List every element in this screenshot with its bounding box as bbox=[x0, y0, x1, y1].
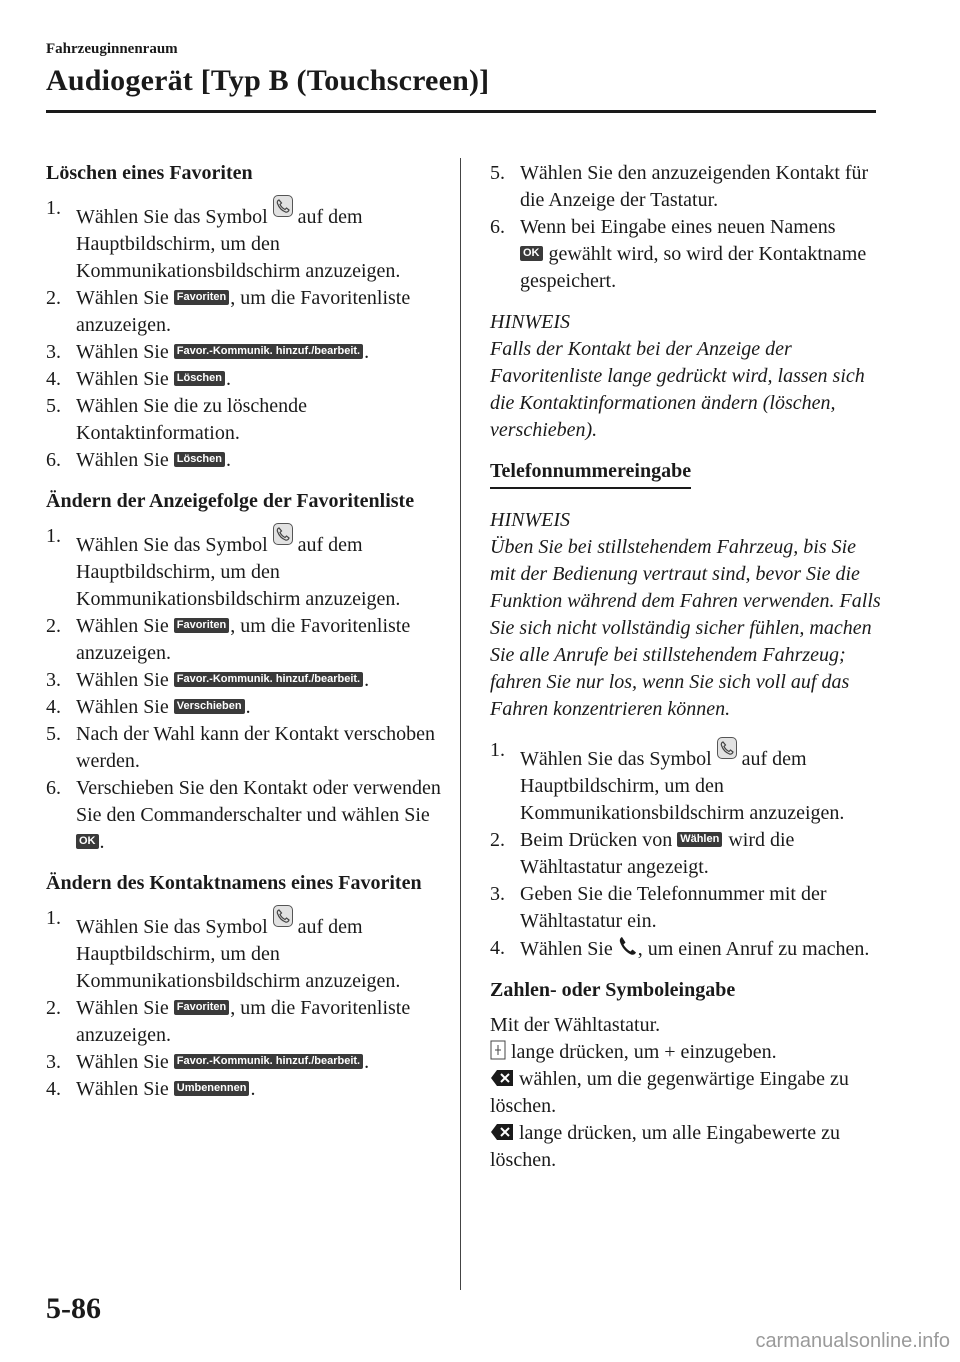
title-rule bbox=[46, 110, 876, 113]
step-number: 2. bbox=[490, 829, 505, 851]
list-item: 3. Wählen Sie Favor.-Kommunik. hinzuf./bearbeit. . bbox=[46, 1049, 442, 1076]
phone-symbol-icon bbox=[273, 523, 293, 545]
step-number: 1. bbox=[46, 525, 61, 547]
backspace-icon bbox=[490, 1069, 514, 1087]
step-number: 1. bbox=[490, 739, 505, 761]
phone-symbol-icon bbox=[717, 737, 737, 759]
list-item: 6. Verschieben Sie den Kontakt oder verwenden Sie den Commanderschalter und wählen Sie OK . bbox=[46, 775, 442, 856]
step-number: 4. bbox=[46, 1078, 61, 1100]
favorites-button: Favoriten bbox=[174, 1000, 230, 1015]
list-item: 2. Wählen Sie Favoriten , um die Favoritenliste anzuzeigen. bbox=[46, 285, 442, 339]
step-number: 1. bbox=[46, 907, 61, 929]
list-item: 5. Nach der Wahl kann der Kontakt verschoben werden. bbox=[46, 721, 442, 775]
add-edit-favorites-button: Favor.-Kommunik. hinzuf./bearbeit. bbox=[174, 1054, 363, 1069]
list-item: 3. Wählen Sie Favor.-Kommunik. hinzuf./bearbeit. . bbox=[46, 339, 442, 366]
ok-button: OK bbox=[76, 834, 99, 849]
note-label: HINWEIS bbox=[490, 311, 570, 333]
steps-rename-contact bbox=[46, 905, 442, 1103]
step-number: 3. bbox=[46, 1051, 61, 1073]
step-number: 3. bbox=[46, 341, 61, 363]
symbol-entry-line: lange drücken, um + einzugeben. bbox=[490, 1039, 886, 1066]
note-block bbox=[490, 309, 886, 444]
step-number: 6. bbox=[490, 216, 505, 238]
list-item: 5. Wählen Sie den anzuzeigenden Kontakt für die Anzeige der Tastatur. bbox=[490, 160, 886, 214]
note-text: Üben Sie bei stillstehendem Fahrzeug, bis Sie mit der Bedienung vertraut sind, bevor Sie die Funktion während dem Fahren verwenden. Falls Sie sich nicht vollständig sicher fühlen, machen Sie alle Anrufe bei stillstehendem Fahrzeug; fahren Sie nur los, wenn Sie sich voll auf das Fahren konzentrieren können. bbox=[490, 536, 881, 720]
list-item: 1. Wählen Sie das Symbol auf dem Hauptbildschirm, um den Kommunikationsbildschirm anzuzeigen. bbox=[490, 737, 886, 827]
step-number: 2. bbox=[46, 615, 61, 637]
steps-change-order bbox=[46, 523, 442, 856]
left-column bbox=[46, 160, 442, 1117]
step-number: 5. bbox=[490, 162, 505, 184]
symbol-entry-line: wählen, um die gegenwärtige Eingabe zu löschen. bbox=[490, 1068, 849, 1117]
list-item: 4. Wählen Sie Verschieben . bbox=[46, 694, 442, 721]
list-item: 4. Wählen Sie Löschen . bbox=[46, 366, 442, 393]
column-divider bbox=[460, 158, 461, 1290]
handset-icon bbox=[618, 935, 638, 957]
ok-button: OK bbox=[520, 246, 543, 261]
step-number: 3. bbox=[46, 669, 61, 691]
backspace-icon bbox=[490, 1123, 514, 1141]
heading-delete-favorite: Löschen eines Favoriten bbox=[46, 162, 253, 184]
heading-phone-number-entry: Telefonnummereingabe bbox=[490, 458, 691, 489]
page-title: Audiogerät [Typ B (Touchscreen)] bbox=[46, 64, 490, 97]
step-number: 4. bbox=[46, 696, 61, 718]
steps-phone-number-entry bbox=[490, 737, 886, 963]
heading-rename-contact: Ändern des Kontaktnamens eines Favoriten bbox=[46, 872, 422, 894]
list-item: 3. Geben Sie die Telefonnummer mit der Wähltastatur ein. bbox=[490, 881, 886, 935]
list-item: 5. Wählen Sie die zu löschende Kontaktinformation. bbox=[46, 393, 442, 447]
step-number: 5. bbox=[46, 395, 61, 417]
step-number: 4. bbox=[46, 368, 61, 390]
step-number: 5. bbox=[46, 723, 61, 745]
steps-delete-favorite bbox=[46, 195, 442, 474]
symbol-entry-intro: Mit der Wähltastatur. bbox=[490, 1014, 661, 1036]
step-number: 3. bbox=[490, 883, 505, 905]
add-edit-favorites-button: Favor.-Kommunik. hinzuf./bearbeit. bbox=[174, 672, 363, 687]
note-block bbox=[490, 507, 886, 723]
list-item: 3. Wählen Sie Favor.-Kommunik. hinzuf./bearbeit. . bbox=[46, 667, 442, 694]
delete-button: Löschen bbox=[174, 371, 225, 386]
favorites-button: Favoriten bbox=[174, 290, 230, 305]
step-number: 2. bbox=[46, 287, 61, 309]
note-text: Falls der Kontakt bei der Anzeige der Favoritenliste lange gedrückt wird, lassen sich die Kontaktinformationen ändern (löschen, verschieben). bbox=[490, 338, 865, 441]
symbol-entry-line: lange drücken, um alle Eingabewerte zu löschen. bbox=[490, 1122, 840, 1171]
list-item: 1. Wählen Sie das Symbol auf dem Hauptbildschirm, um den Kommunikationsbildschirm anzuzeigen. bbox=[46, 195, 442, 285]
list-item: 6. Wählen Sie Löschen . bbox=[46, 447, 442, 474]
dial-button: Wählen bbox=[677, 832, 722, 847]
step-number: 4. bbox=[490, 937, 505, 959]
list-item: 4. Wählen Sie Umbenennen . bbox=[46, 1076, 442, 1103]
list-item: 2. Wählen Sie Favoriten , um die Favoritenliste anzuzeigen. bbox=[46, 995, 442, 1049]
steps-rename-contact-continued bbox=[490, 160, 886, 295]
page-number: 5-86 bbox=[46, 1292, 101, 1325]
step-number: 1. bbox=[46, 197, 61, 219]
step-number: 6. bbox=[46, 449, 61, 471]
step-number: 2. bbox=[46, 997, 61, 1019]
section-label: Fahrzeuginnenraum bbox=[46, 41, 178, 57]
move-button: Verschieben bbox=[174, 699, 245, 714]
heading-symbol-entry: Zahlen- oder Symboleingabe bbox=[490, 979, 736, 1001]
list-item: 2. Beim Drücken von Wählen wird die Wähltastatur angezeigt. bbox=[490, 827, 886, 881]
list-item: 1. Wählen Sie das Symbol auf dem Hauptbildschirm, um den Kommunikationsbildschirm anzuzeigen. bbox=[46, 905, 442, 995]
watermark: carmanualsonline.info bbox=[755, 1330, 950, 1352]
rename-button: Umbenennen bbox=[174, 1081, 250, 1096]
phone-symbol-icon bbox=[273, 195, 293, 217]
favorites-button: Favoriten bbox=[174, 618, 230, 633]
list-item: 2. Wählen Sie Favoriten , um die Favoritenliste anzuzeigen. bbox=[46, 613, 442, 667]
phone-symbol-icon bbox=[273, 905, 293, 927]
note-label: HINWEIS bbox=[490, 509, 570, 531]
page-header bbox=[46, 40, 876, 100]
add-edit-favorites-button: Favor.-Kommunik. hinzuf./bearbeit. bbox=[174, 344, 363, 359]
list-item: 6. Wenn bei Eingabe eines neuen Namens OK gewählt wird, so wird der Kontaktname gespeichert. bbox=[490, 214, 886, 295]
list-item: 1. Wählen Sie das Symbol auf dem Hauptbildschirm, um den Kommunikationsbildschirm anzuzeigen. bbox=[46, 523, 442, 613]
list-item: 4. Wählen Sie , um einen Anruf zu machen. bbox=[490, 935, 886, 963]
delete-button: Löschen bbox=[174, 452, 225, 467]
step-number: 6. bbox=[46, 777, 61, 799]
heading-change-order: Ändern der Anzeigefolge der Favoritenliste bbox=[46, 490, 415, 512]
plus-key-icon bbox=[490, 1040, 506, 1060]
right-column bbox=[490, 160, 886, 1174]
